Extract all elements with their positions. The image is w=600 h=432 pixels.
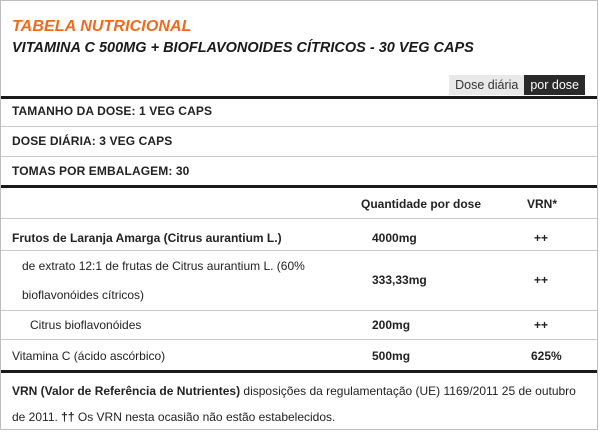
row-1-vrn: ++ <box>534 231 549 245</box>
toggle-per-dose[interactable]: por dose <box>524 75 585 95</box>
daily-dose: DOSE DIÁRIA: 3 VEG CAPS <box>12 134 173 148</box>
panel-title: TABELA NUTRICIONAL <box>12 18 192 35</box>
divider-thick <box>1 185 597 188</box>
column-header-amount: Quantidade por dose <box>361 197 482 211</box>
column-header-vrn: VRN* <box>527 197 558 211</box>
row-3-vrn: ++ <box>534 318 549 332</box>
panel-header <box>1 1 597 96</box>
row-2-name-line-2: bioflavonóides cítricos) <box>22 288 145 302</box>
toggle-daily-dose[interactable]: Dose diária <box>449 75 524 95</box>
row-2-amount: 333,33mg <box>372 273 427 287</box>
footnote-regulation: disposições da regulamentação (UE) 1169/2011 25 de outubro de 2011. <box>12 384 576 424</box>
servings-per-pack: TOMAS POR EMBALAGEM: 30 <box>12 164 190 178</box>
divider <box>1 218 597 219</box>
footnote <box>12 378 587 430</box>
row-2-name-line-1: de extrato 12:1 de frutas de Citrus aurantium L. (60% <box>22 259 305 273</box>
row-1-name: Frutos de Laranja Amarga (Citrus aurantium L.) <box>12 231 282 245</box>
footnote-dagger: †† <box>61 410 75 424</box>
divider <box>1 339 597 340</box>
dose-toggle <box>449 75 585 95</box>
footnote-dagger-text: Os VRN nesta ocasião não estão estabelecidos. <box>74 410 336 424</box>
footnote-vrn-label: VRN (Valor de Referência de Nutrientes) <box>12 384 241 398</box>
product-name: VITAMINA C 500MG + BIOFLAVONOIDES CÍTRICOS - 30 VEG CAPS <box>12 40 474 56</box>
divider <box>1 156 597 157</box>
row-4-vrn: 625% <box>531 349 562 363</box>
row-2-vrn: ++ <box>534 273 549 287</box>
divider <box>1 250 597 251</box>
divider-thick <box>1 96 597 99</box>
divider <box>1 310 597 311</box>
row-3-amount: 200mg <box>372 318 411 332</box>
divider <box>1 126 597 127</box>
divider-thick <box>1 370 597 373</box>
row-1-amount: 4000mg <box>372 231 417 245</box>
row-4-amount: 500mg <box>372 349 411 363</box>
row-3-name: Citrus bioflavonóides <box>30 318 142 332</box>
row-4-name: Vitamina C (ácido ascórbico) <box>12 349 166 363</box>
serving-size: TAMANHO DA DOSE: 1 VEG CAPS <box>12 104 213 118</box>
